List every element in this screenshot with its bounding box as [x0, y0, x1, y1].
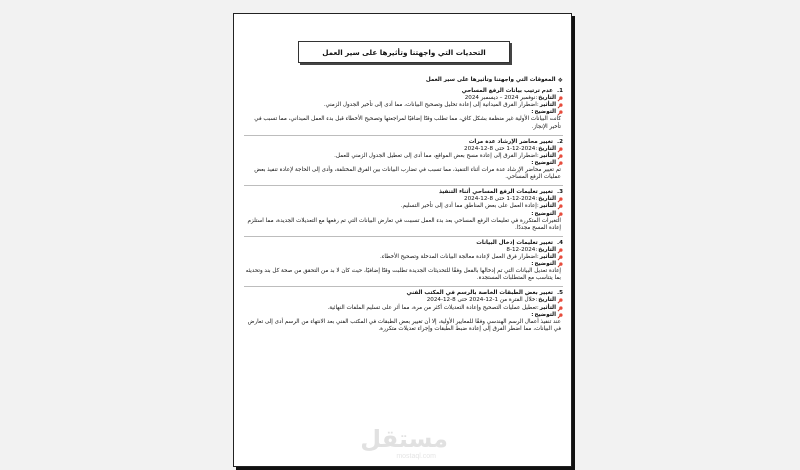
date-row — [244, 247, 563, 254]
impact-row — [244, 153, 563, 160]
pushpin-icon — [557, 204, 563, 210]
date-label: التاريخ — [538, 246, 556, 253]
section-heading — [244, 290, 563, 297]
section-number: 5. — [556, 290, 563, 297]
section-title: تغيير بعض الطبقات الخاصة بالرسم في المكتب الفني — [406, 290, 553, 297]
explain-row — [244, 160, 563, 167]
explain-label: التوضيح — [534, 210, 556, 217]
impact-value: :إعادة العمل على بعض المناطق مما أدى إلى تأخير التسليم. — [400, 203, 539, 210]
explain-label: التوضيح — [534, 261, 556, 268]
intro-heading — [244, 77, 563, 84]
section-heading — [244, 88, 563, 95]
impact-value: :اضطرار الفرق إلى إعادة مسح بعض المواقع، مما أدى إلى تعطيل الجدول الزمني للعمل. — [334, 152, 539, 159]
section-title: تغيير تعليمات إدخال البيانات — [476, 239, 553, 246]
impact-label: التأثير — [539, 203, 556, 210]
pushpin-icon — [557, 306, 563, 312]
sections-list — [244, 88, 563, 333]
date-label: التاريخ — [538, 95, 556, 102]
impact-row — [244, 254, 563, 261]
impact-row — [244, 203, 563, 210]
section-number: 3. — [556, 189, 563, 196]
section-title: عدم ترتيب بيانات الرفع المساحي — [461, 88, 553, 95]
challenge-section — [244, 286, 563, 333]
explain-colon: : — [531, 311, 534, 318]
impact-label: التأثير — [539, 102, 556, 109]
explain-text: كانت البيانات الأولية غير منظمة بشكل كافٍ، مما تطلب وقتًا إضافيًا لمراجعتها وتصحيح الأخطاء قبل بدء العمل الميداني، مما تسبب في تأخير الإنجاز. — [254, 116, 561, 130]
date-value: :8-12-2024 — [506, 246, 538, 253]
explain-text: التغيرات المتكررة في تعليمات الرفع المساحي بعد بدء العمل تسببت في تعارض البيانات التي تم رفعها مع التعديلات الجديدة، مما استلزم إعادة المسح مجددًا. — [247, 217, 561, 231]
pushpin-icon — [557, 255, 563, 261]
date-label: التاريخ — [538, 145, 556, 152]
date-value: :1-12-2024 حتى 8-12-2024 — [464, 196, 538, 203]
explain-colon: : — [531, 210, 534, 217]
date-row — [244, 146, 563, 153]
impact-value: :اضطرار فرق العمل لإعادة معالجة البيانات المدخلة وتصحيح الأخطاء. — [379, 253, 539, 260]
pushpin-icon — [557, 147, 563, 153]
pushpin-icon — [557, 154, 563, 160]
intro-text: المعوقات التي واجهتنا وتأثيرها على سير العمل — [425, 77, 556, 83]
challenge-section — [244, 236, 563, 283]
section-heading — [244, 240, 563, 247]
explain-label: التوضيح — [534, 159, 556, 166]
challenge-section — [244, 185, 563, 232]
section-heading — [244, 139, 563, 146]
section-number: 1. — [556, 88, 563, 95]
explain-text: عند تنفيذ أعمال الرسم الهندسي وفقًا للمعايير الأولية، إلا أن تغيير بعض الطبقات في المكتب الفني بعد الانتهاء من الرسم أدى إلى تعارض في البيانات، مما اضطر الفرق إلى إعادة ضبط الطبقات وإجراء تعديلات متكررة. — [247, 318, 561, 332]
explain-row — [244, 211, 563, 218]
explain-label: التوضيح — [534, 109, 556, 116]
challenge-section — [244, 135, 563, 182]
challenge-section — [244, 88, 563, 131]
document-title: التحديات التي واجهتنا وتأثيرها على سير العمل — [298, 41, 510, 63]
pushpin-icon — [557, 248, 563, 254]
explain-label: التوضيح — [534, 311, 556, 318]
section-title: تغيير محاضر الإرشاد عدة مرات — [468, 138, 553, 145]
site-watermark — [338, 425, 448, 465]
document-body — [244, 77, 563, 337]
watermark-domain: mostaql.com — [396, 453, 436, 460]
pushpin-icon — [557, 96, 563, 102]
pushpin-icon — [557, 313, 563, 319]
watermark-logo-text: مستقل — [360, 425, 448, 453]
section-title: تغيير تعليمات الرفع المساحي أثناء التنفيذ — [439, 189, 553, 196]
impact-value: :تعطيل عمليات التصحيح وإعادة التعديلات أكثر من مرة، مما أثر على تسليم الملفات النهائية. — [327, 304, 539, 311]
explain-text: تم تغيير محاضر الإرشاد عدة مرات أثناء التنفيذ، مما تسبب في تضارب البيانات بين الفرق المختلفة، وأدى إلى الحاجة لإعادة تنفيذ بعض عمليات الرفع المساحي. — [254, 167, 561, 181]
date-label: التاريخ — [538, 297, 556, 304]
impact-row — [244, 102, 563, 109]
impact-label: التأثير — [539, 152, 556, 159]
diamond-bullet-icon: ❖ — [557, 77, 563, 84]
pushpin-icon — [557, 298, 563, 304]
pushpin-icon — [557, 103, 563, 109]
date-label: التاريخ — [538, 196, 556, 203]
pushpin-icon — [557, 197, 563, 203]
date-value: :نوفمبر 2024 – ديسمبر 2024 — [464, 95, 538, 102]
impact-value: :اضطرار الفرق الميدانية إلى إعادة تحليل وتصحيح البيانات، مما أدى إلى تأخير الجدول الزمني. — [323, 102, 539, 109]
impact-label: التأثير — [539, 253, 556, 260]
document-page — [233, 13, 572, 467]
impact-label: التأثير — [539, 304, 556, 311]
date-row — [244, 297, 563, 304]
date-value: :1-12-2024 حتى 8-12-2024 — [464, 145, 538, 152]
explain-row — [244, 312, 563, 319]
section-number: 2. — [556, 138, 563, 145]
section-heading — [244, 189, 563, 196]
explain-colon: : — [531, 109, 534, 116]
section-number: 4. — [556, 239, 563, 246]
explain-colon: : — [531, 159, 534, 166]
explain-colon: : — [531, 261, 534, 268]
date-value: :خلال الفترة من 1-12-2024 حتى 8-12-2024 — [426, 297, 538, 304]
pushpin-icon — [557, 212, 563, 218]
impact-row — [244, 305, 563, 312]
explain-text: إعادة تعديل البيانات التي تم إدخالها بالفعل وفقًا للتحديثات الجديدة تطلبت وقتًا إضافيًا، حيث كان لا بد من التحقق من صحة كل بند وتحديثه بما يتناسب مع المتطلبات المستجدة. — [245, 268, 561, 282]
